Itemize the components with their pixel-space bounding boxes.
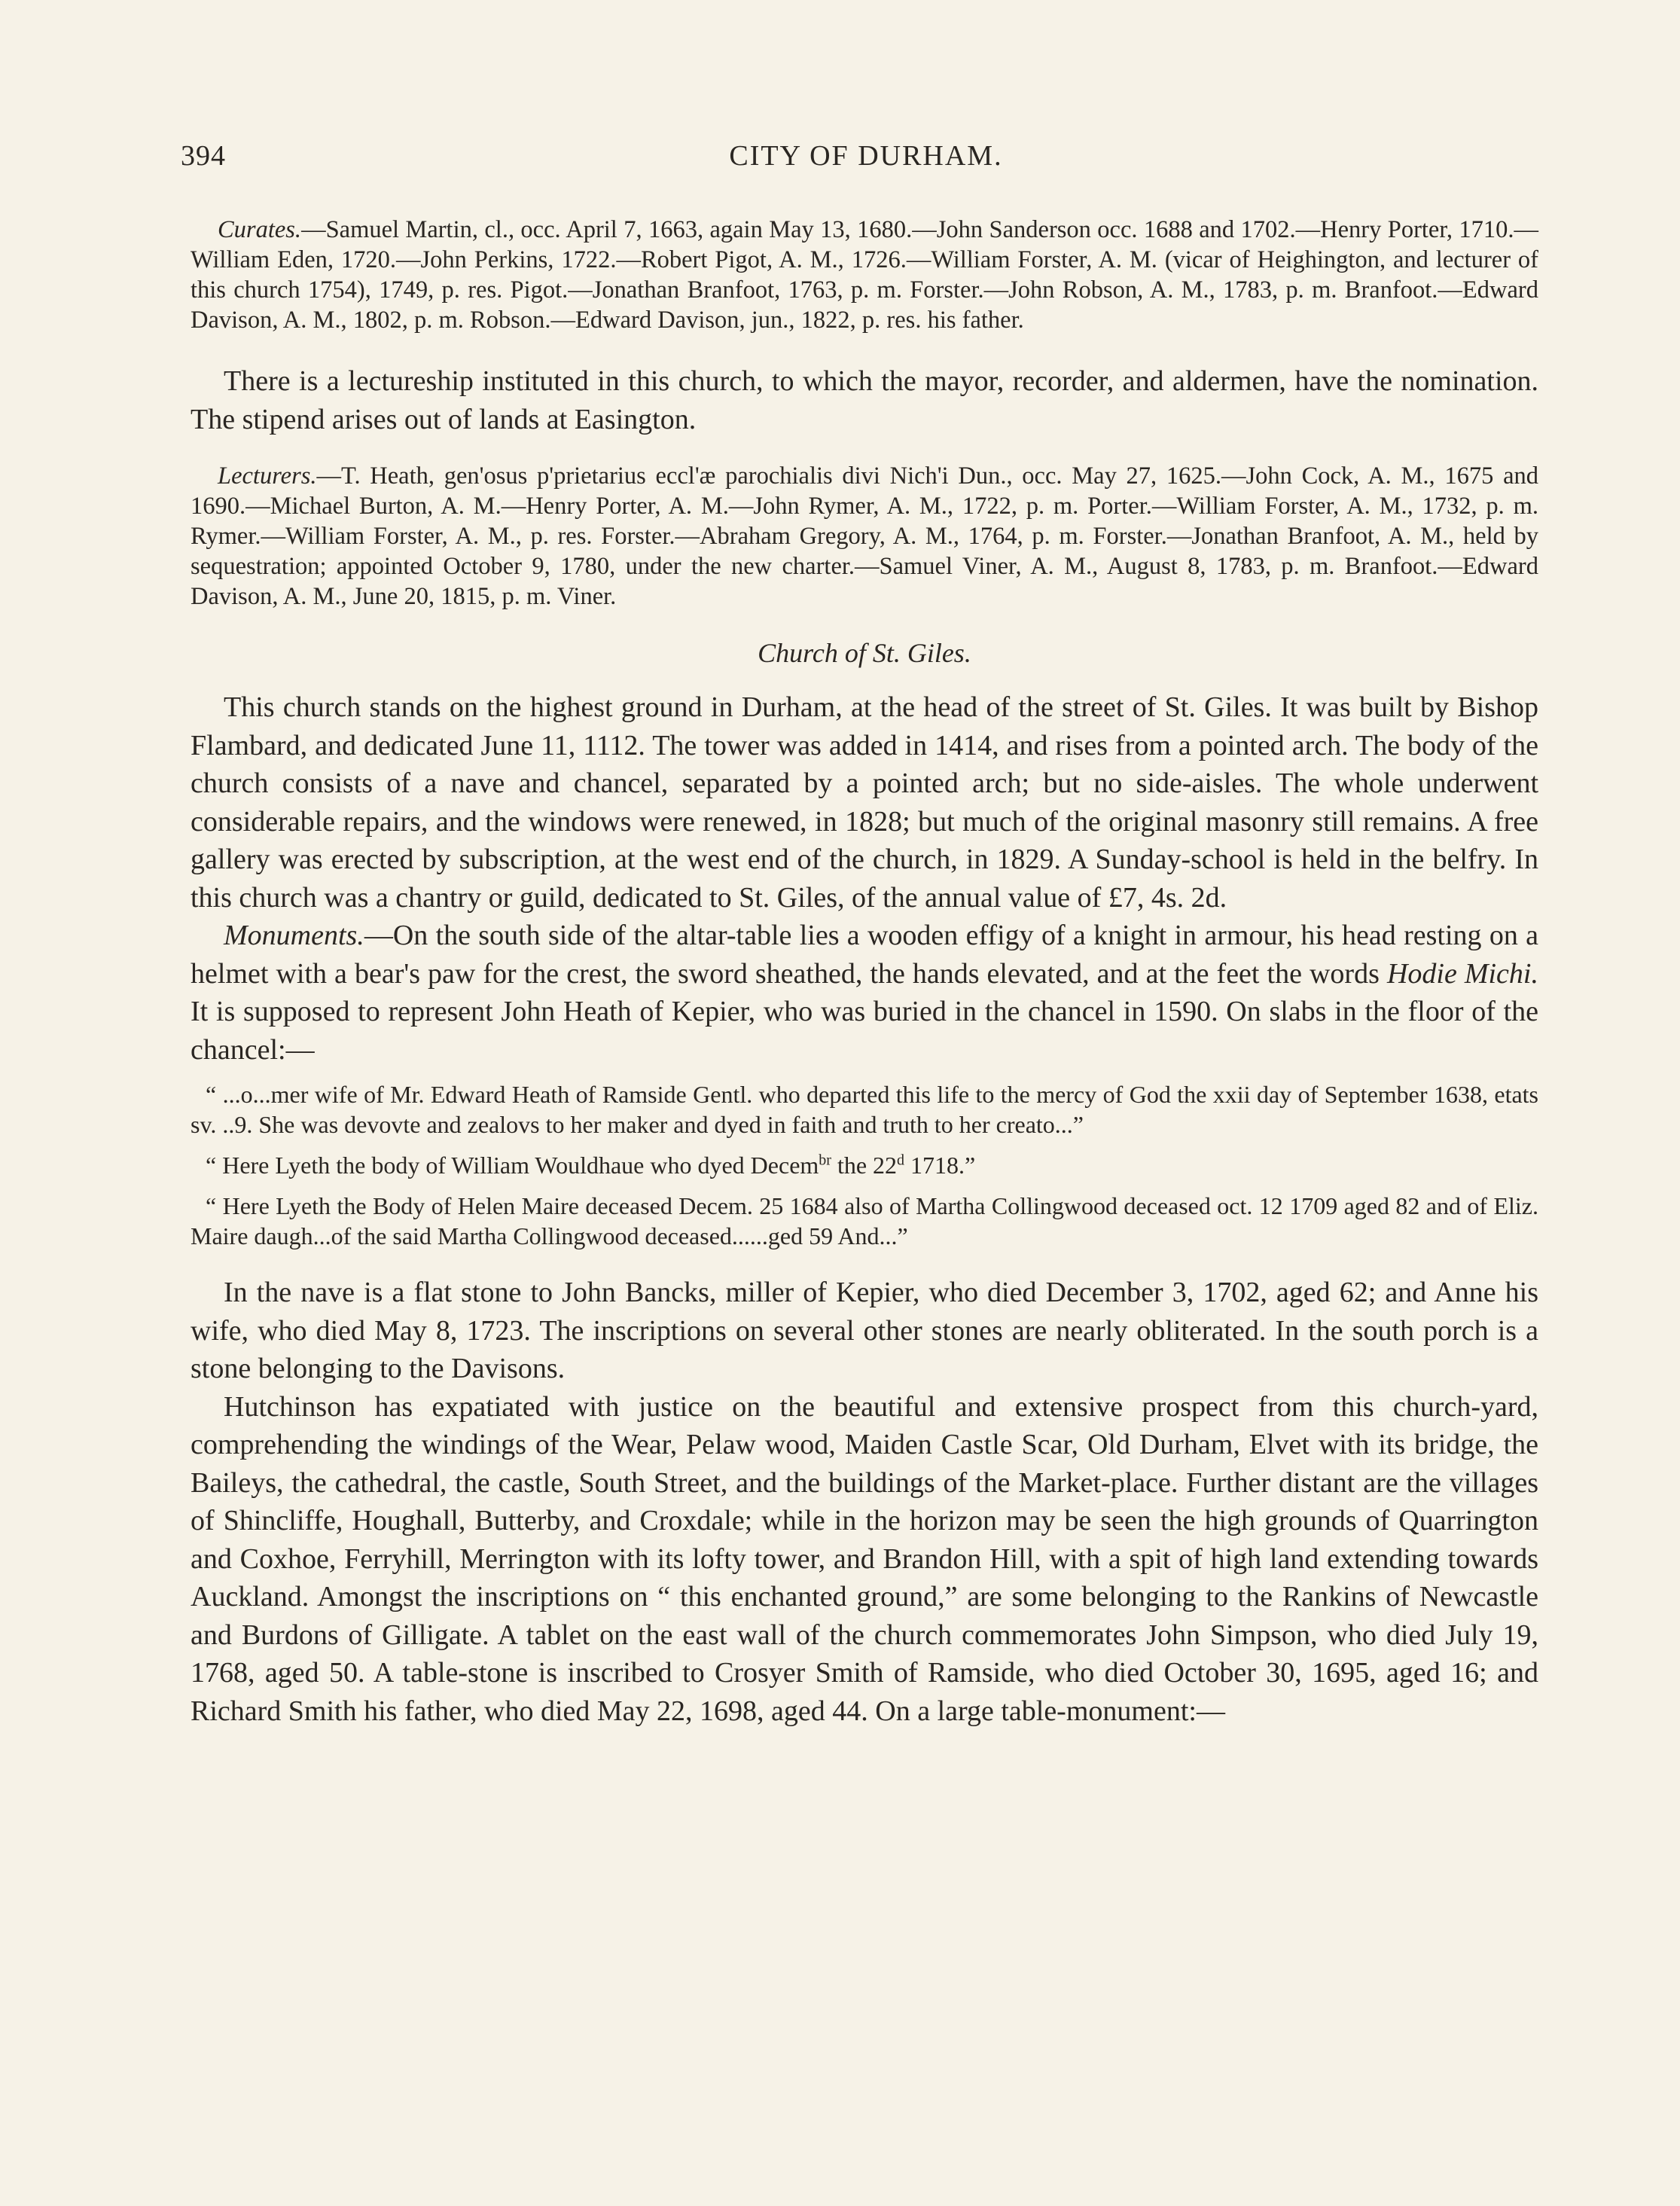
- inscription-wouldhaue-after: 1718.”: [904, 1152, 976, 1179]
- inscription-wouldhaue-before: “ Here Lyeth the body of William Wouldhaue who dyed Decem: [206, 1152, 819, 1179]
- monuments-text-after: It is supposed to represent John Heath of Kepier, who was buried in the chancel in 1590. On slabs in the floor of the chancel:—: [191, 996, 1538, 1066]
- inscription-heath: “ ...o...mer wife of Mr. Edward Heath of Ramside Gentl. who departed this life to the mercy of God the xxii day of September 1638, etats sv. ..9. She was devovte and zealovs to her maker and dyed in faith and truth to her creato...”: [191, 1081, 1538, 1138]
- inscription-wouldhaue: [191, 1150, 1538, 1180]
- monuments-label: Monuments.: [224, 920, 364, 951]
- page-number: 394: [181, 140, 226, 172]
- church-description-paragraph: This church stands on the highest ground in Durham, at the head of the street of St. Giles. It was built by Bishop Flambard, and dedicated June 11, 1112. The tower was added in 1414, and rises from a pointed arch. The body of the church consists of a nave and chancel, separated by a pointed arch; but no side-aisles. The whole underwent considerable repairs, and the windows were renewed, in 1828; but much of the original masonry still remains. A free gallery was erected by subscription, at the west end of the church, in 1829. A Sunday-school is held in the belfry. In this church was a chantry or guild, dedicated to St. Giles, of the annual value of £7, 4s. 2d.: [191, 691, 1538, 914]
- lecturers-paragraph: [191, 461, 1538, 612]
- monuments-italic-words: Hodie Michi.: [1386, 957, 1538, 990]
- page-content: [191, 215, 1538, 1730]
- hutchinson-paragraph: Hutchinson has expatiated with justice on the beautiful and extensive prospect from this church-yard, comprehending the windings of the Wear, Pelaw wood, Maiden Castle Scar, Old Durham, Elvet with its bridge, the Baileys, the cathedral, the castle, South Street, and the buildings of the Market-place. Further distant are the villages of Shincliffe, Houghall, Butterby, and Croxdale; while in the horizon may be seen the high grounds of Quarrington and Coxhoe, Ferryhill, Merrington with its lofty tower, and Brandon Hill, with a spit of high land extending towards Auckland. Amongst the inscriptions on “ this enchanted ground,” are some belonging to the Rankins of Newcastle and Burdons of Gilligate. A tablet on the east wall of the church commemorates John Simpson, who died July 19, 1768, aged 50. A table-stone is inscribed to Crosyer Smith of Ramside, who died October 30, 1695, aged 16; and Richard Smith his father, who died May 22, 1698, aged 44. On a large table-monument:—: [191, 1390, 1538, 1727]
- inscription-wouldhaue-sup-two: d: [897, 1152, 905, 1169]
- page-header: [181, 139, 1551, 185]
- nave-paragraph: In the nave is a flat stone to John Bancks, miller of Kepier, who died December 3, 1702, aged 62; and Anne his wife, who died May 8, 1723. The inscriptions on several other stones are nearly obliterated. In the south porch is a stone belonging to the Davisons.: [191, 1277, 1538, 1384]
- section-heading: Church of St. Giles.: [758, 638, 971, 668]
- curates-label: Curates.: [218, 216, 302, 243]
- curates-paragraph: [191, 215, 1538, 335]
- inscription-wouldhaue-middle: the 22: [831, 1152, 898, 1179]
- monuments-text-before: —On the south side of the altar-table lies a wooden effigy of a knight in armour, his head resting on a helmet with a bear's paw for the crest, the sword sheathed, the hands elevated, and at the feet the words: [191, 920, 1538, 990]
- curates-text: —Samuel Martin, cl., occ. April 7, 1663, again May 13, 1680.—John Sanderson occ. 1688 and 1702.—Henry Porter, 1710.—William Eden, 1720.—John Perkins, 1722.—Robert Pigot, A. M., 1726.—William Forster, A. M. (vicar of Heighington, and lecturer of this church 1754), 1749, p. res. Pigot.—Jonathan Branfoot, 1763, p. m. Forster.—John Robson, A. M., 1783, p. m. Branfoot.—Edward Davison, A. M., 1802, p. m. Robson.—Edward Davison, jun., 1822, p. res. his father.: [191, 216, 1538, 334]
- inscription-maire: “ Here Lyeth the Body of Helen Maire deceased Decem. 25 1684 also of Martha Collingwood deceased oct. 12 1709 aged 82 and of Eliz. Maire daugh...of the said Martha Collingwood deceased......ged 59 And...”: [191, 1192, 1538, 1249]
- lecturers-label: Lecturers.: [218, 462, 317, 490]
- monuments-paragraph: [191, 917, 1538, 1069]
- lectureship-paragraph: There is a lectureship instituted in this church, to which the mayor, recorder, and aldermen, have the nomination. The stipend arises out of lands at Easington.: [191, 365, 1538, 435]
- inscription-wouldhaue-sup-one: br: [819, 1152, 831, 1169]
- lecturers-text: —T. Heath, gen'osus p'prietarius eccl'æ parochialis divi Nich'i Dun., occ. May 27, 1625.—John Cock, A. M., 1675 and 1690.—Michael Burton, A. M.—Henry Porter, A. M.—John Rymer, A. M., 1722, p. m. Porter.—William Forster, A. M., 1732, p. m. Rymer.—William Forster, A. M., p. res. Forster.—Abraham Gregory, A. M., 1764, p. m. Forster.—Jonathan Branfoot, A. M., held by sequestration; appointed October 9, 1780, under the new charter.—Samuel Viner, A. M., August 8, 1783, p. m. Branfoot.—Edward Davison, A. M., June 20, 1815, p. m. Viner.: [191, 462, 1538, 610]
- running-head: CITY OF DURHAM.: [729, 140, 1003, 172]
